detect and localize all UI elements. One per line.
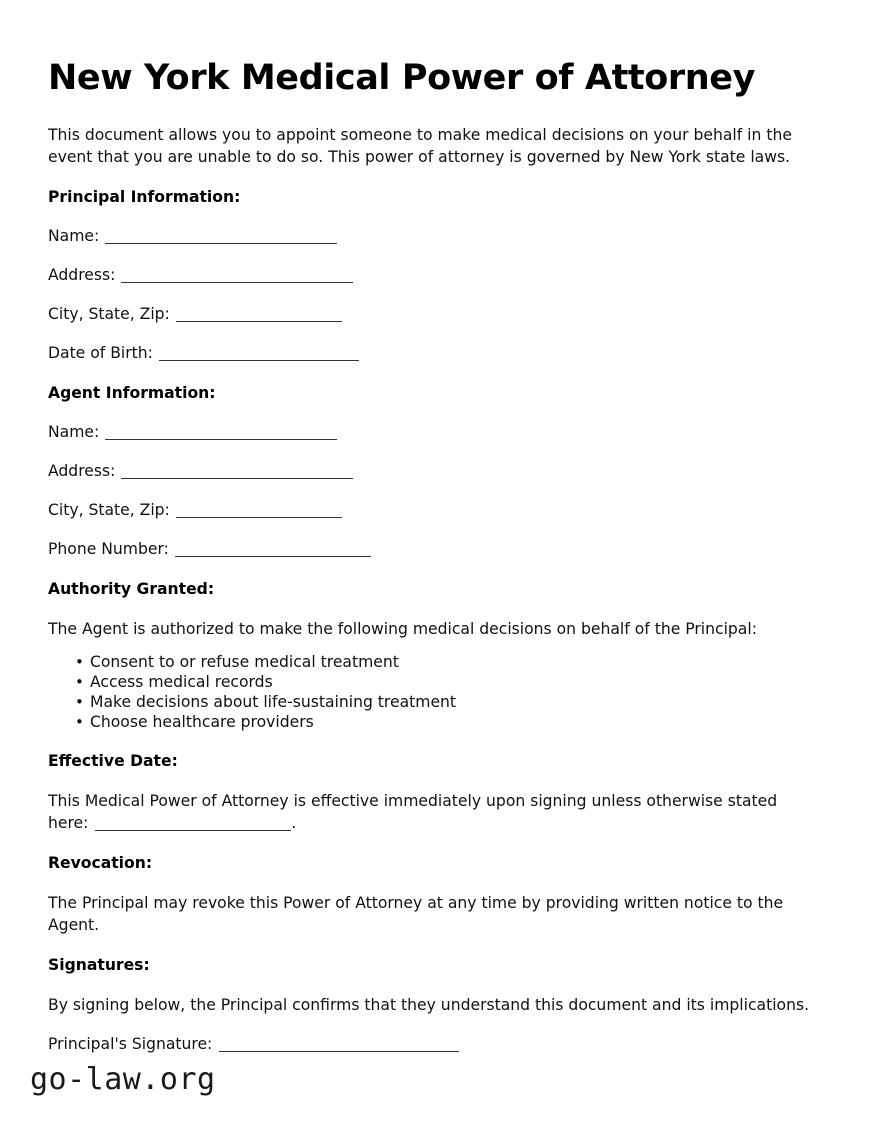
field-label-agent-phone-number: Phone Number: [48, 540, 169, 559]
field-label-agent-name: Name: [48, 423, 100, 442]
field-label-principal-signature: Principal's Signature: [48, 1035, 213, 1054]
signatures-paragraph: By signing below, the Principal confirms that they understand this document and its implications. [48, 996, 810, 1015]
field-input-principal-address[interactable] [121, 267, 353, 283]
field-row-principal-name [48, 208, 821, 247]
intro-paragraph: This document allows you to appoint someone to make medical decisions on your behalf in the event that you are unable to do so. This power of attorney is governed by New York state laws. [48, 126, 792, 167]
authority-granted-list [48, 640, 821, 732]
section-heading-principal-information: Principal Information: [48, 188, 241, 207]
field-row-principal-city-state-zip [48, 286, 821, 325]
field-label-agent-address: Address: [48, 462, 116, 481]
field-row-agent-name [48, 404, 821, 443]
list-item: • Choose healthcare providers [48, 712, 821, 732]
list-item: • Access medical records [48, 672, 821, 692]
field-row-principal-address [48, 247, 821, 286]
field-row-principal-signature [48, 1016, 821, 1055]
field-input-principal-name[interactable] [105, 228, 337, 244]
page-title: New York Medical Power of Attorney [48, 58, 756, 98]
effective-date-paragraph [48, 772, 821, 834]
effective-date-text: This Medical Power of Attorney is effective immediately upon signing unless otherwise stated here: [48, 792, 778, 833]
field-label-principal-date-of-birth: Date of Birth: [48, 344, 153, 363]
field-input-agent-city-state-zip[interactable] [176, 502, 342, 518]
field-input-agent-phone-number[interactable] [175, 541, 371, 557]
field-input-effective-date[interactable] [95, 815, 291, 831]
field-input-agent-address[interactable] [121, 463, 353, 479]
document-content [48, 0, 821, 1055]
field-label-principal-city-state-zip: City, State, Zip: [48, 305, 170, 324]
revocation-paragraph: The Principal may revoke this Power of Attorney at any time by providing written notice to the Agent. [48, 894, 784, 935]
authority-granted-intro: The Agent is authorized to make the following medical decisions on behalf of the Principal: [48, 620, 757, 639]
section-heading-signatures: Signatures: [48, 956, 150, 975]
field-row-agent-address [48, 443, 821, 482]
field-input-principal-signature[interactable] [219, 1036, 459, 1052]
field-row-principal-date-of-birth [48, 325, 821, 364]
field-label-principal-address: Address: [48, 266, 116, 285]
field-row-agent-phone-number [48, 521, 821, 560]
effective-date-trailing-punctuation: . [291, 814, 297, 833]
section-heading-agent-information: Agent Information: [48, 384, 216, 403]
list-item: • Consent to or refuse medical treatment [48, 652, 821, 672]
section-heading-revocation: Revocation: [48, 854, 153, 873]
field-input-principal-city-state-zip[interactable] [176, 306, 342, 322]
field-label-principal-name: Name: [48, 227, 100, 246]
field-input-agent-name[interactable] [105, 424, 337, 440]
field-row-agent-city-state-zip [48, 482, 821, 521]
section-heading-authority-granted: Authority Granted: [48, 580, 215, 599]
field-label-agent-city-state-zip: City, State, Zip: [48, 501, 170, 520]
field-input-principal-date-of-birth[interactable] [159, 345, 359, 361]
footer-watermark: go-law.org [30, 1062, 216, 1097]
section-heading-effective-date: Effective Date: [48, 752, 178, 771]
list-item: • Make decisions about life-sustaining treatment [48, 692, 821, 712]
